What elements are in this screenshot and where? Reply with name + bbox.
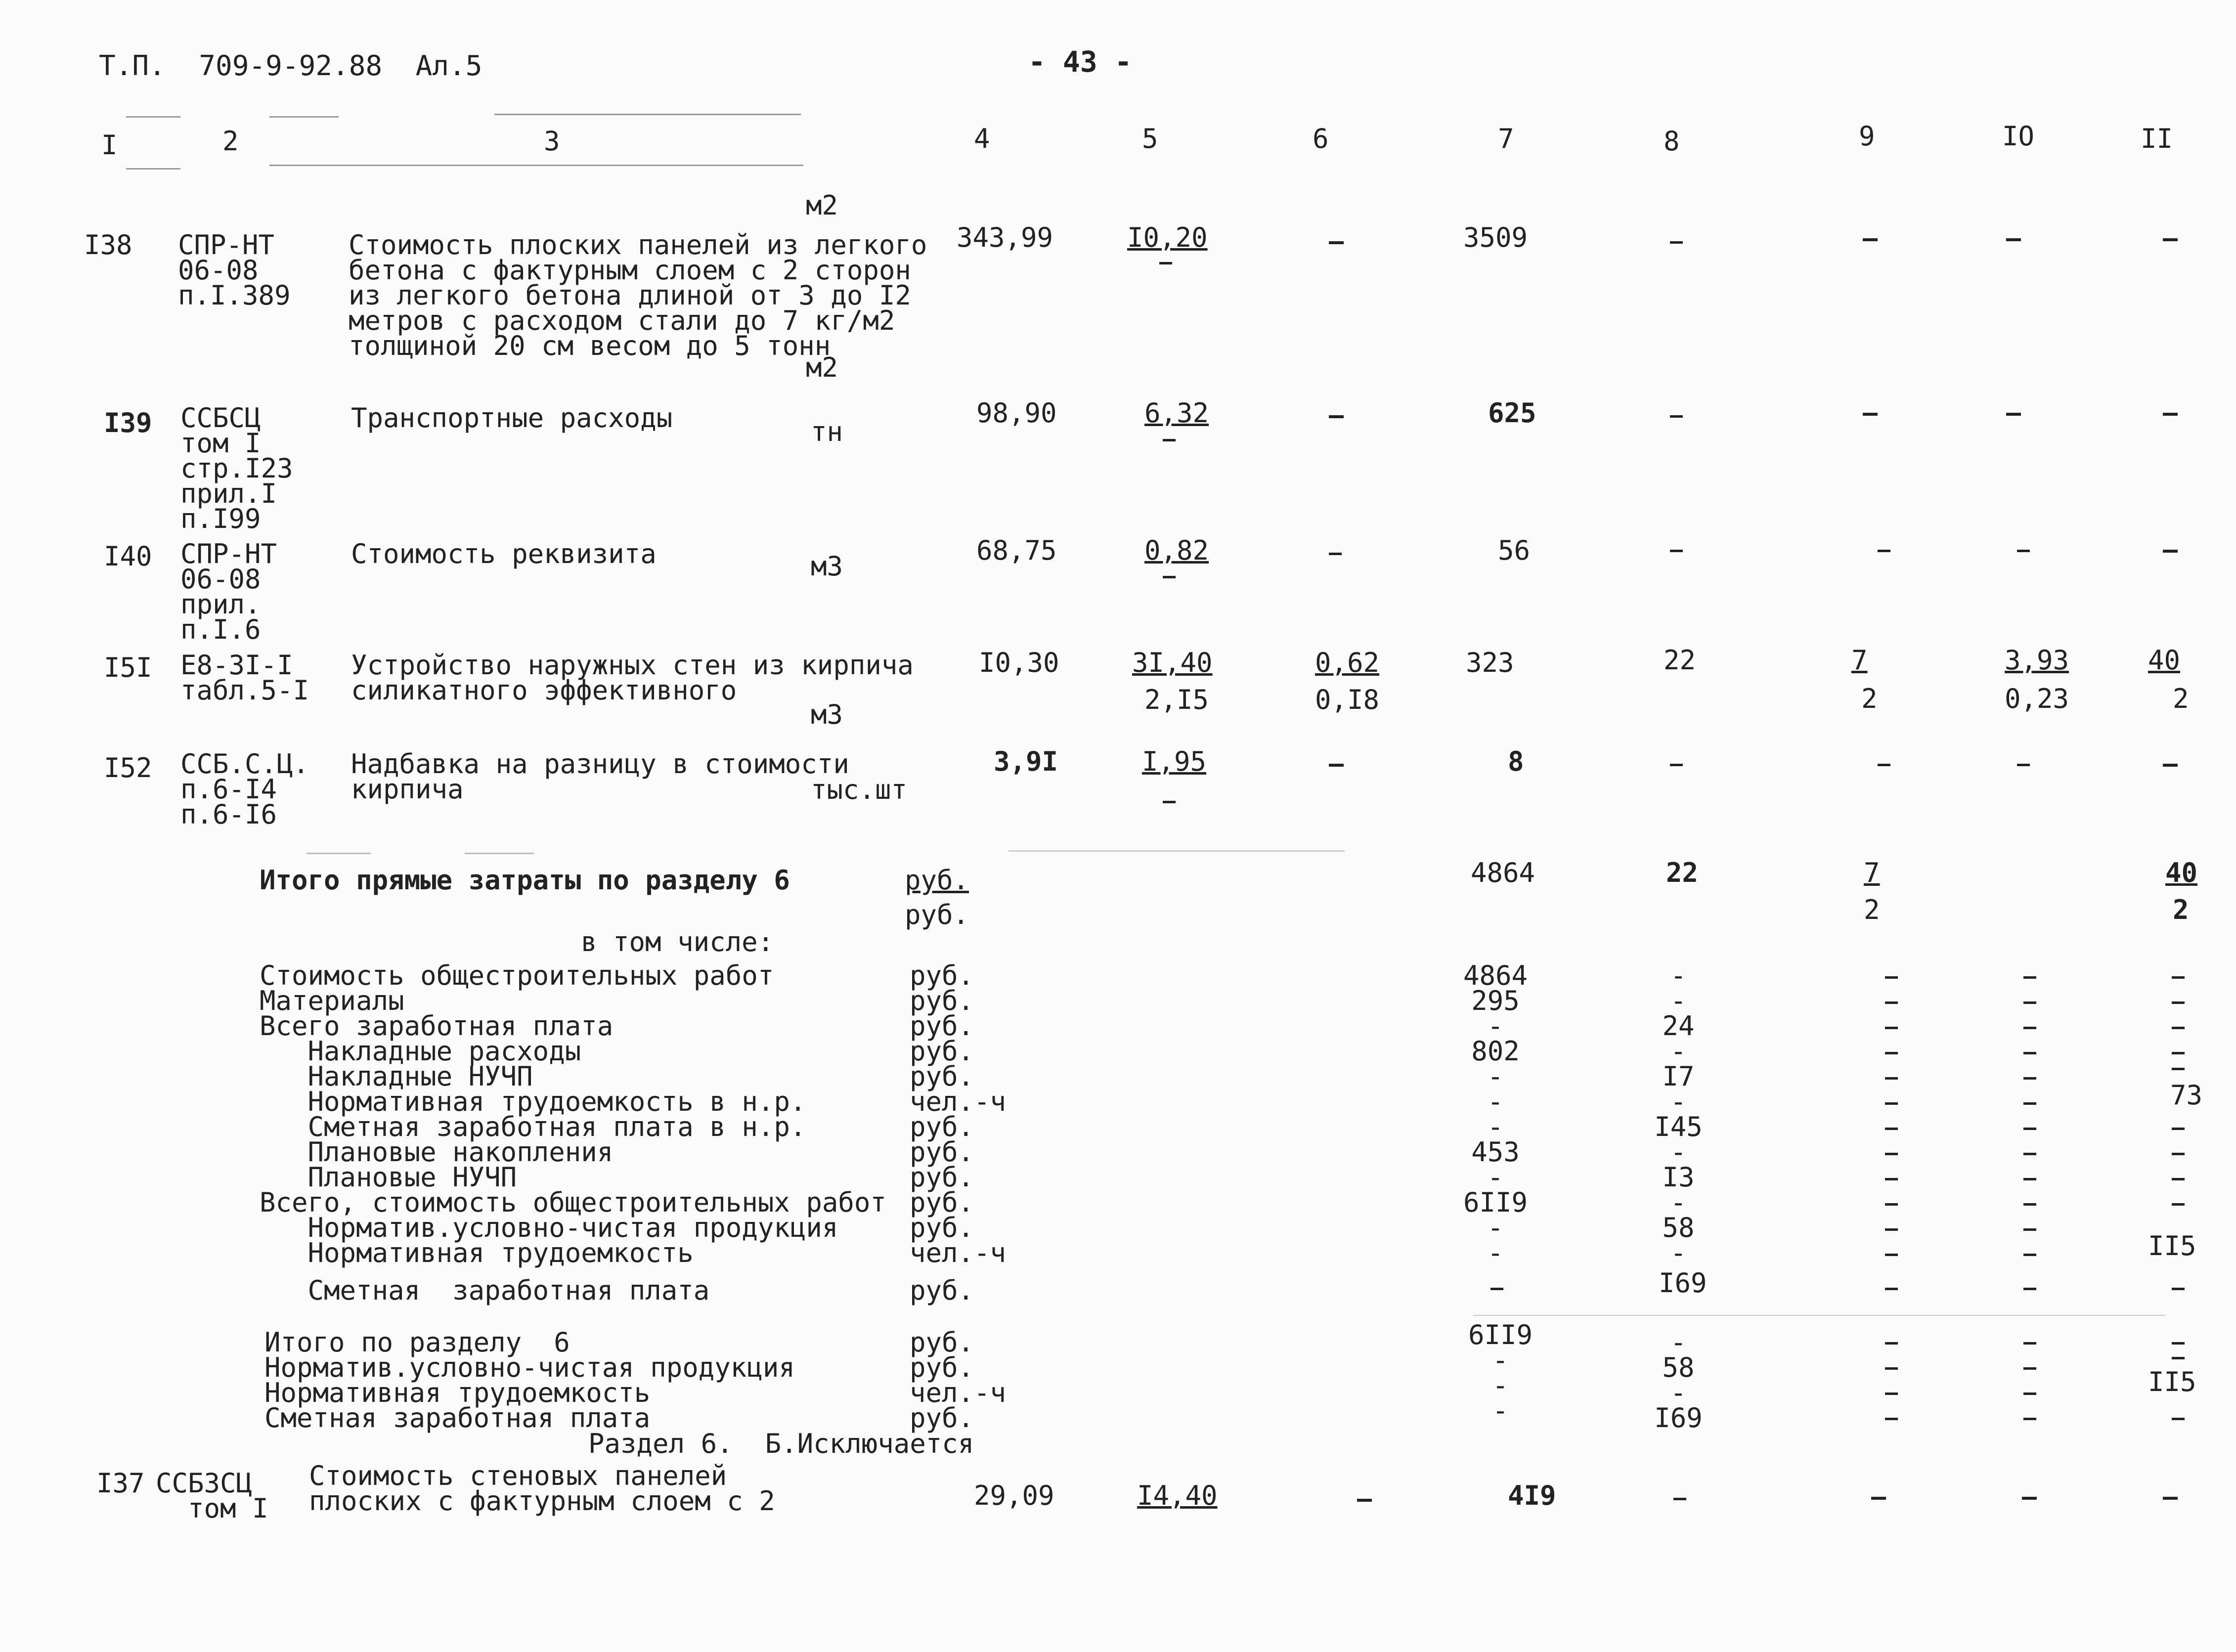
reference-code: ССБ.С.Ц. п.6-I4 п.6-I6 <box>180 748 309 830</box>
column-header: 6 <box>1313 123 1329 154</box>
breakdown-col11: 73 <box>2170 1080 2203 1111</box>
unit-label: м3 <box>811 699 843 730</box>
column-header: I <box>101 130 118 161</box>
column-header: 8 <box>1664 126 1680 157</box>
total-label: Итого прямые затраты по разделу 6 <box>260 865 790 896</box>
wage-label: Сметная заработная плата <box>260 1275 710 1306</box>
breakdown-col7: 4864 295 - 802 - - - 453 - 6II9 - - <box>1463 960 1528 1268</box>
section-col8: - 58 - I69 <box>1654 1327 1703 1434</box>
col4-value: 68,75 <box>976 535 1057 566</box>
item-description: Надбавка на разницу в стоимости кирпича <box>351 748 849 805</box>
col11-value: 40 <box>2148 645 2181 676</box>
row-number: I5I <box>104 652 152 683</box>
breakdown-col11: II5 <box>2148 1230 2196 1261</box>
reference-code: СПР-НТ 06-08 п.I.389 <box>178 229 291 311</box>
col5-value: 6,32 <box>1144 397 1209 429</box>
column-header: 2 <box>222 126 239 157</box>
col4-value: I0,30 <box>979 647 1059 678</box>
reference-code: СПР-НТ 06-08 прил. п.I.6 <box>180 538 277 645</box>
unit-label: м2 <box>806 352 838 383</box>
column-header: 4 <box>974 123 990 154</box>
page-number: - 43 - <box>1028 45 1132 79</box>
col9-value: 2 <box>1864 894 1880 925</box>
unit-label: руб. <box>905 865 969 896</box>
breakdown-col8: - - 24 - I7 - I45 - I3 - 58 - <box>1654 960 1703 1268</box>
col7-value: 625 <box>1488 397 1536 429</box>
item-description: Стоимость плоских панелей из легкого бетона с фактурным слоем с 2 сторон из легкого бетона длиной от 3 до I2 метров с расходом стали до 7 кг/м2 толщиной 20 см весом до 5 тонн <box>349 229 927 361</box>
col6-value: 0,I8 <box>1315 684 1380 715</box>
item-description: Стоимость стеновых панелей плоских с фактурным слоем с 2 <box>309 1460 775 1517</box>
col7-value: 8 <box>1508 746 1524 777</box>
unit-label: м3 <box>811 551 843 582</box>
item-description: Транспортные расходы <box>351 402 673 434</box>
section-units: руб. руб. чел.-ч руб. <box>910 1327 1007 1434</box>
col5-value: 0,82 <box>1144 535 1209 566</box>
breakdown-labels: Стоимость общестроительных работ Материалы Всего заработная плата Накладные расходы Накладные НУЧП Нормативная трудоемкость в н.р. Сметная заработная плата в н.р. Плановые накопления Плановые НУЧП Всего, стоимость общестроительных работ Норматив.условно-чистая продукция Нормативная трудоемкость <box>260 960 886 1268</box>
col10-value: 0,23 <box>2005 683 2069 714</box>
row-number: I38 <box>84 229 132 261</box>
column-header: 7 <box>1498 123 1514 154</box>
col7-value: 4864 <box>1471 857 1535 888</box>
row-number: I52 <box>104 752 152 783</box>
section-heading: Раздел 6. Б.Исключается <box>588 1428 974 1459</box>
col5-value: 3I,40 <box>1132 647 1213 678</box>
col5-value: I0,20 <box>1127 222 1208 253</box>
column-header: 5 <box>1142 123 1158 154</box>
column-header: IO <box>2002 121 2035 152</box>
breakdown-units: руб. руб. руб. руб. руб. чел.-ч руб. руб. руб. руб. руб. чел.-ч <box>910 960 1007 1268</box>
col10-value: 3,93 <box>2005 645 2069 676</box>
col8-value: 22 <box>1666 857 1699 888</box>
col6-value: 0,62 <box>1315 647 1380 678</box>
row-number: I40 <box>104 541 152 572</box>
col5-value: 2,I5 <box>1144 684 1209 715</box>
col7-value: 4I9 <box>1508 1480 1556 1511</box>
row-number: I37 <box>96 1468 145 1499</box>
unit-label: м2 <box>806 190 838 221</box>
reference-code: ССБСЦ том I стр.I23 прил.I п.I99 <box>180 402 293 534</box>
column-header: 9 <box>1859 121 1875 152</box>
section-col11: II5 <box>2148 1366 2196 1397</box>
col4-value: 98,90 <box>976 397 1057 429</box>
col7-value: 56 <box>1498 535 1531 566</box>
col7-value: 3509 <box>1463 222 1528 253</box>
unit-label: тн <box>811 416 843 447</box>
col4-value: 343,99 <box>957 222 1053 253</box>
col11-value: 40 <box>2165 857 2198 888</box>
doc-code: Т.П. 709-9-92.88 Ал.5 <box>99 50 482 82</box>
col5-value: I4,40 <box>1137 1480 1218 1511</box>
section-labels: Итого по разделу 6 Норматив.условно-чистая продукция Нормативная трудоемкость Сметная заработная плата <box>264 1327 795 1434</box>
unit-label: тыс.шт <box>811 774 908 805</box>
col4-value: 29,09 <box>974 1480 1054 1511</box>
col9-value: 2 <box>1861 683 1878 714</box>
reference-code: ССБЗСЦ том I <box>156 1468 268 1524</box>
including-label: в том числе: <box>581 926 774 957</box>
row-number: I39 <box>104 407 152 438</box>
reference-code: Е8-3I-I табл.5-I <box>180 650 309 706</box>
col8-value: I69 <box>1659 1267 1707 1299</box>
unit-label: руб. <box>905 899 969 930</box>
col7-value: 323 <box>1466 647 1514 678</box>
column-header: 3 <box>544 126 560 157</box>
column-header: II <box>2141 123 2173 154</box>
col8-value: 22 <box>1664 645 1696 676</box>
col9-value: 7 <box>1851 645 1868 676</box>
col11-value: 2 <box>2173 683 2189 714</box>
col11-value: 2 <box>2173 894 2189 925</box>
unit-label: руб. <box>910 1275 974 1306</box>
col4-value: 3,9I <box>994 746 1058 777</box>
col5-value: I,95 <box>1142 746 1207 777</box>
col9-value: 7 <box>1864 857 1880 888</box>
section-col7: 6II9 - - - <box>1468 1319 1533 1426</box>
item-description: Устройство наружных стен из кирпича силикатного эффективного <box>351 650 914 706</box>
item-description: Стоимость реквизита <box>351 538 657 569</box>
